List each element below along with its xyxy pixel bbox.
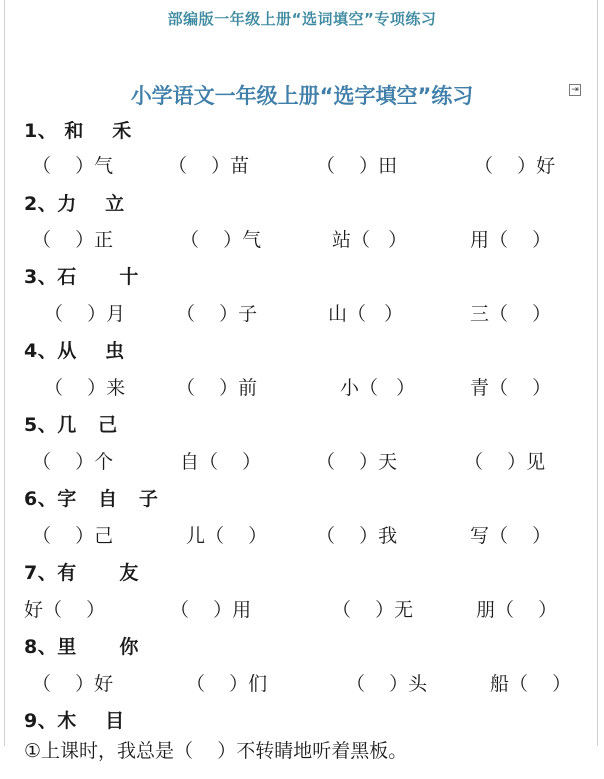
blank-item: （ ）气	[32, 155, 114, 177]
blank-item: （ ）己	[32, 525, 114, 547]
worksheet-title: 小学语文一年级上册“选字填空”练习	[130, 84, 474, 108]
blank-item: （ ）天	[316, 451, 398, 473]
blank-item: 好（ ）	[24, 599, 106, 621]
question-7-heading: 7、有 友	[24, 562, 139, 584]
blank-item: （ ）气	[180, 229, 262, 251]
question-4-heading: 4、从 虫	[24, 340, 125, 362]
blank-item: 用（ ）	[470, 229, 552, 251]
blank-item: （ ）苗	[168, 155, 250, 177]
document-top-title: 部编版一年级上册“选词填空”专项练习	[167, 10, 437, 28]
blank-item: 青（ ）	[470, 377, 552, 399]
question-5-heading: 5、几 己	[24, 414, 118, 436]
question-9-heading: 9、木 目	[24, 710, 125, 732]
blank-item: （ ）用	[170, 599, 252, 621]
question-3-heading: 3、石 十	[24, 266, 139, 288]
question-8-heading: 8、里 你	[24, 636, 139, 658]
question-2-heading: 2、力 立	[24, 193, 125, 215]
blank-item: （ ）子	[176, 303, 258, 325]
blank-item: （ ）来	[44, 377, 126, 399]
blank-item: （ ）月	[44, 303, 126, 325]
question-6-heading: 6、字 自 子	[24, 488, 159, 510]
blank-item: （ ）前	[176, 377, 258, 399]
blank-item: （ ）田	[316, 155, 398, 177]
blank-item: （ ）见	[464, 451, 546, 473]
blank-item: 小（ ）	[340, 377, 416, 399]
expand-icon[interactable]: ⇥	[569, 84, 581, 96]
cutoff-sentence: ①上课时，我总是（ ）不转睛地听着黑板。	[24, 740, 408, 762]
blank-item: （ ）好	[474, 155, 556, 177]
blank-item: （ ）好	[32, 673, 114, 695]
blank-item: 儿（ ）	[186, 525, 268, 547]
blank-item: （ ）我	[316, 525, 398, 547]
blank-item: 写（ ）	[470, 525, 552, 547]
blank-item: （ ）无	[332, 599, 414, 621]
blank-item: 朋（ ）	[476, 599, 558, 621]
blank-item: 自（ ）	[180, 451, 262, 473]
blank-item: 站（ ）	[332, 229, 408, 251]
blank-item: （ ）正	[32, 229, 114, 251]
blank-item: 船（ ）	[490, 673, 572, 695]
blank-item: （ ）们	[186, 673, 268, 695]
question-1-heading: 1、 和 禾	[24, 120, 132, 142]
blank-item: （ ）头	[346, 673, 428, 695]
blank-item: 三（ ）	[470, 303, 552, 325]
blank-item: 山（ ）	[328, 303, 404, 325]
blank-item: （ ）个	[32, 451, 114, 473]
